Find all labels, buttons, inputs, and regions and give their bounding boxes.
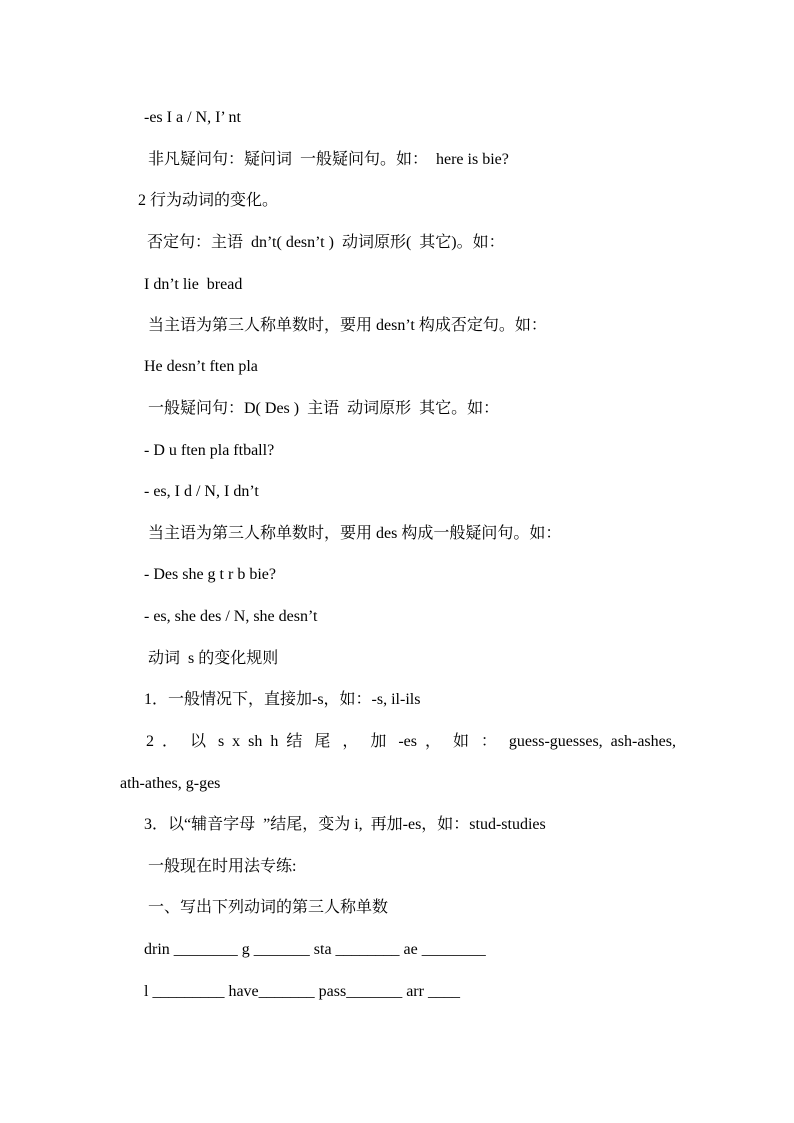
text-line-1: -es I a / N, I’ nt — [144, 109, 241, 126]
text-line-20: 一、写出下列动词的第三人称单数 — [148, 899, 389, 916]
text-line-12: - Des she g t r b bie? — [144, 566, 276, 583]
text-line-9: - D u ften pla ftball? — [144, 442, 275, 459]
text-line-7: He desn’t ften pla — [144, 358, 258, 375]
text-line-14: 动词 s 的变化规则 — [148, 650, 279, 667]
text-line-6: 当主语为第三人称单数时，要用 desn’t 构成否定句。如： — [148, 317, 547, 334]
text-line-4: 否定句：主语 dn’t( desn’t ) 动词原形( 其它)。如： — [147, 234, 505, 251]
text-line-2: 非凡疑问句：疑问词 一般疑问句。如： here is bie? — [148, 151, 509, 168]
text-line-11: 当主语为第三人称单数时，要用 des 构成一般疑问句。如： — [148, 525, 562, 542]
text-line-21: drin ________ g _______ sta ________ ae ________ — [144, 941, 486, 958]
text-line-13: - es, she des / N, she desn’t — [144, 608, 318, 625]
text-line-5: I dn’t lie bread — [144, 276, 243, 293]
text-line-17: ath-athes, g-ges — [120, 775, 221, 792]
text-line-19: 一般现在时用法专练: — [148, 858, 297, 875]
text-line-22: l _________ have_______ pass_______ arr ____ — [144, 983, 460, 1000]
text-line-8: 一般疑问句：D( Des ) 主语 动词原形 其它。如： — [148, 400, 500, 417]
text-line-3: 2 行为动词的变化。 — [138, 192, 279, 209]
text-line-15: 1．一般情况下，直接加-s，如：-s, il-ils — [144, 691, 421, 708]
text-line-10: - es, I d / N, I dn’t — [144, 483, 259, 500]
text-line-16: 2 ． 以 s x sh h 结 尾 ， 加 -es ， 如 ： guess-guesses, ash-ashes, — [146, 733, 676, 750]
text-line-18: 3．以“辅音字母 ”结尾，变为 i, 再加-es，如：stud-studies — [144, 816, 546, 833]
